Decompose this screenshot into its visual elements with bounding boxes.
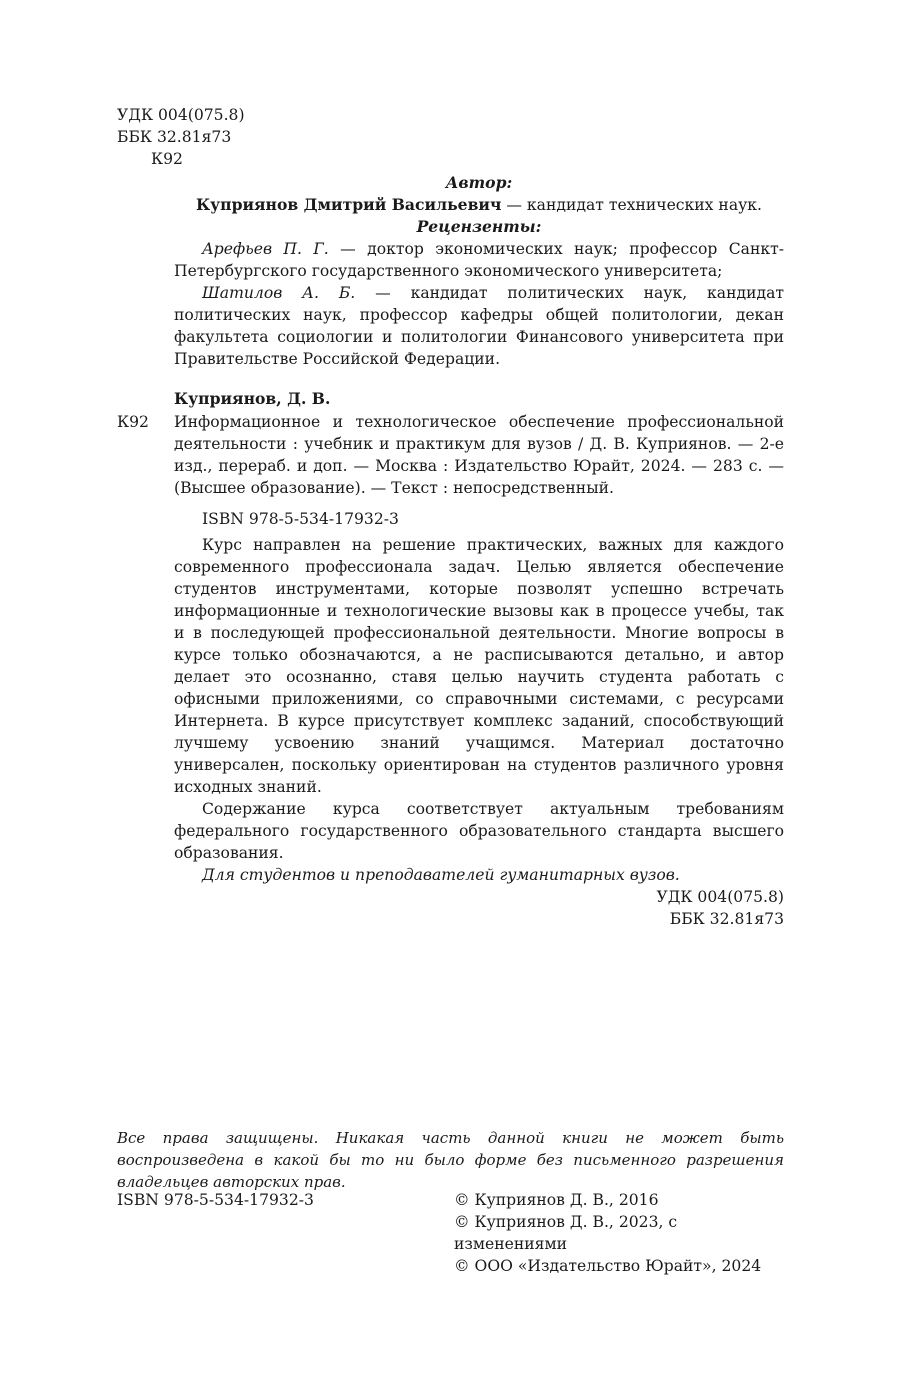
classification-block [117,104,417,170]
authors-block [174,172,784,370]
annotation-audience: Для студентов и преподавателей гуманитарных вузов. [202,866,680,884]
copyright-block [454,1189,794,1277]
author-line [174,194,784,216]
udk-code: УДК 004(075.8) [117,106,245,124]
bibliographic-description: Информационное и технологическое обеспечение профессиональной деятельности : учебник и практикум для вузов / Д. В. Куприянов. — 2-е изд., перераб. и доп. — Москва : Издательство Юрайт, 2024. — 283 с. — (Высшее образование). — Текст : непосредственный. [174,413,784,497]
copyright-line-2: © Куприянов Д. В., 2023, с изменениями [454,1213,678,1253]
annotation-udk: УДК 004(075.8) [656,888,784,906]
author-name: Куприянов Дмитрий Васильевич [195,195,502,214]
reviewers-heading: Рецензенты: [416,217,542,236]
reviewer-2-description: — кандидат политических наук, кандидат политических наук, профессор кафедры общей политологии, декан факультета социологии и политологии Финансового университета при Правительстве Российской Федерации. [174,284,784,368]
rights-notice: Все права защищены. Никакая часть данной книги не может быть воспроизведена в какой бы то ни было форме без письменного разрешения владельцев авторских прав. [117,1129,784,1191]
bibliographic-isbn: ISBN 978-5-534-17932-3 [202,510,399,528]
author-description: — кандидат технических наук. [501,196,762,214]
bibliographic-author-mark: К92 [117,413,149,431]
annotation-paragraph-1: Курс направлен на решение практических, важных для каждого современного профессионала задач. Целью является обеспечение студентов инструментами, которые позволят успешно встречать информационные и технологические вызовы как в процессе учебы, так и в последующей профессиональной деятельности. Многие вопросы в курсе только обозначаются, а не расписываются детально, и автор делает это осознанно, ставя целью научить студента работать с офисными приложениями, со справочными системами, с ресурсами Интернета. В курсе присутствует комплекс заданий, способствующий лучшему усвоению знаний учащимся. Материал достаточно универсален, поскольку ориентирован на студентов различного уровня исходных знаний. [174,536,784,796]
reviewer-2-name: Шатилов А. Б. [202,284,356,302]
footer-isbn: ISBN 978-5-534-17932-3 [117,1191,314,1209]
annotation-paragraph-2: Содержание курса соответствует актуальным требованиям федерального государственного образовательного стандарта высшего образования. [174,800,784,862]
author-heading: Автор: [445,173,513,192]
bbk-code: ББК 32.81я73 [117,128,232,146]
reviewer-1-description: — доктор экономических наук; профессор Санкт-Петербургского государственного экономического университета; [174,240,785,280]
reviewer-1-name: Арефьев П. Г. [202,240,329,258]
copyright-line-3: © ООО «Издательство Юрайт», 2024 [454,1257,762,1275]
bibliographic-author: Куприянов, Д. В. [174,389,331,408]
annotation-block [174,534,784,930]
author-mark: К92 [151,150,183,168]
copyright-line-1: © Куприянов Д. В., 2016 [454,1191,659,1209]
reviewer-1 [174,238,784,282]
annotation-bbk: ББК 32.81я73 [669,910,784,928]
reviewer-2 [174,282,784,370]
